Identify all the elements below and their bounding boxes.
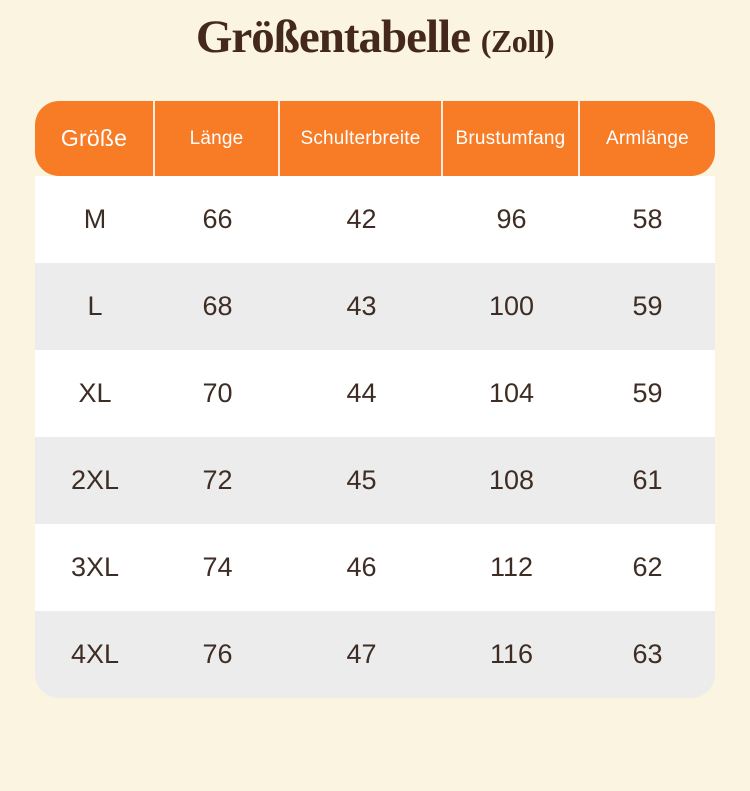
page-title-unit: (Zoll)	[480, 23, 555, 59]
size-table-body	[35, 176, 715, 698]
table-row-2xl	[35, 437, 715, 524]
laenge-value: 76	[202, 639, 233, 669]
brustumfang-value: 104	[488, 378, 534, 408]
page-title	[0, 10, 750, 64]
armlaenge-value: 59	[632, 378, 663, 408]
brustumfang-value: 100	[488, 291, 534, 321]
laenge-value: 66	[202, 204, 233, 234]
column-header-armlaenge: Armlänge	[606, 127, 689, 149]
schulterbreite-value: 43	[346, 291, 377, 321]
schulterbreite-value: 44	[346, 378, 377, 408]
schulterbreite-value: 47	[346, 639, 377, 669]
size-table	[35, 101, 715, 698]
armlaenge-value: 63	[632, 639, 663, 669]
size-label: XL	[78, 378, 112, 408]
schulterbreite-value: 42	[346, 204, 377, 234]
brustumfang-value: 116	[489, 639, 533, 669]
size-label: M	[83, 204, 107, 234]
brustumfang-value: 112	[489, 552, 533, 582]
schulterbreite-value: 46	[346, 552, 377, 582]
size-label: 3XL	[70, 552, 120, 582]
size-label: L	[87, 291, 103, 321]
table-row-4xl	[35, 611, 715, 698]
brustumfang-value: 108	[488, 465, 534, 495]
armlaenge-value: 61	[632, 465, 663, 495]
size-table-header-row	[35, 101, 715, 176]
size-label: 4XL	[70, 639, 120, 669]
laenge-value: 74	[202, 552, 233, 582]
laenge-value: 68	[202, 291, 233, 321]
brustumfang-value: 96	[496, 204, 527, 234]
laenge-value: 70	[202, 378, 233, 408]
schulterbreite-value: 45	[346, 465, 377, 495]
size-label: 2XL	[70, 465, 120, 495]
table-row-3xl	[35, 524, 715, 611]
column-header-brustumfang: Brustumfang	[443, 101, 580, 176]
column-header-groesse: Größe	[35, 101, 155, 176]
page-title-text: Größentabelle	[195, 11, 470, 63]
column-header-schulterbreite: Schulterbreite	[280, 101, 443, 176]
armlaenge-value: 59	[632, 291, 663, 321]
column-header-laenge: Länge	[155, 101, 280, 176]
table-row-l	[35, 263, 715, 350]
table-row-m	[35, 176, 715, 263]
table-row-xl	[35, 350, 715, 437]
armlaenge-value: 62	[632, 552, 663, 582]
armlaenge-value: 58	[632, 204, 663, 234]
laenge-value: 72	[202, 465, 233, 495]
